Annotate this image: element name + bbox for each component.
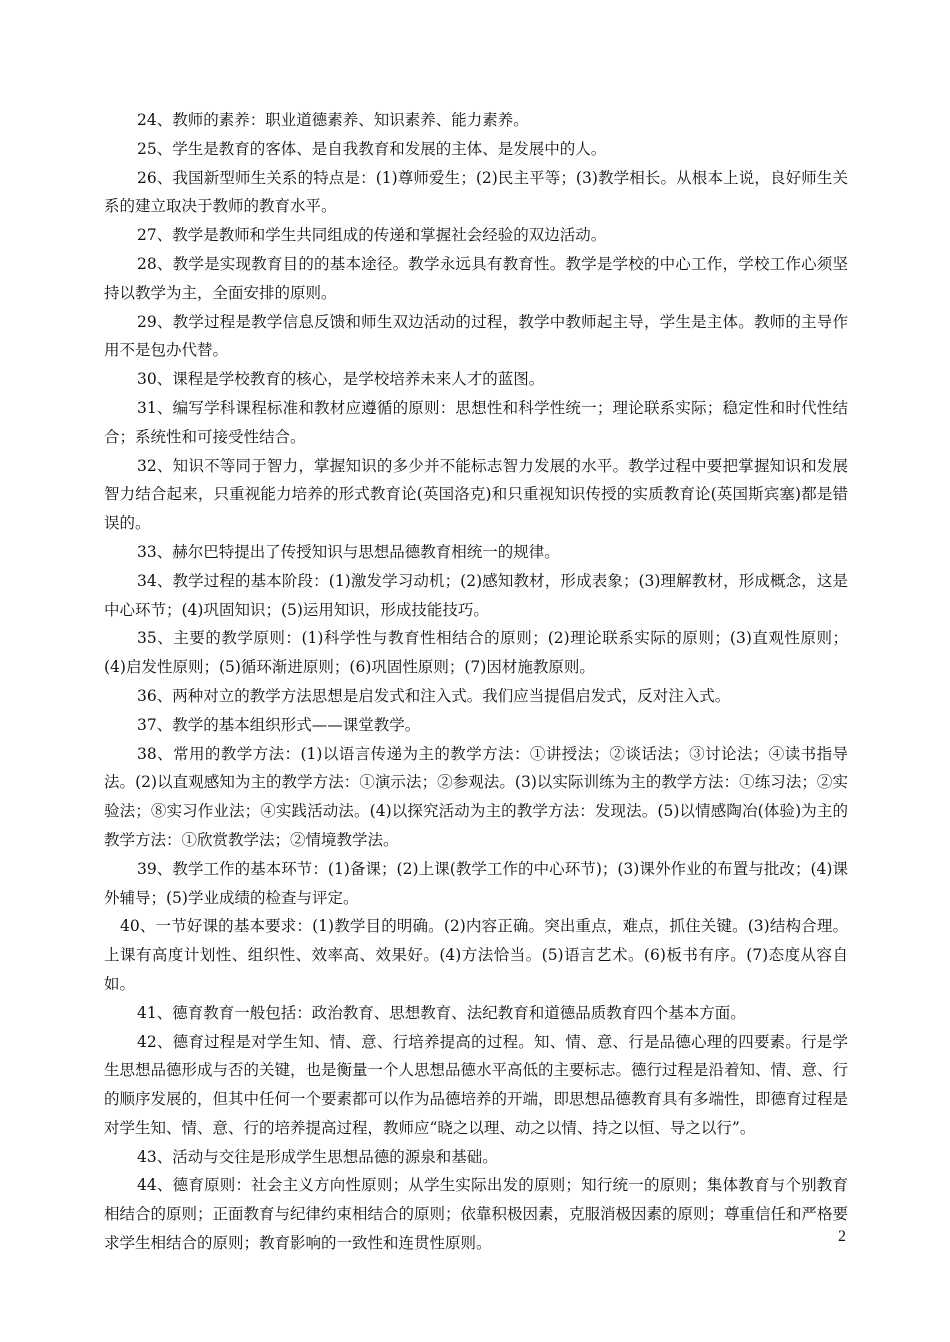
paragraph-33: 33、赫尔巴特提出了传授知识与思想品德教育相统一的规律。 — [137, 542, 560, 561]
paragraph-40: 40、一节好课的基本要求：(1)教学目的明确。(2)内容正确。突出重点，难点，抓住关键。(3)结构合理。上课有高度计划性、组织性、效率高、效果好。(4)方法恰当。(5)语言艺术。(6)板书有序。(7)态度从容自如。 — [104, 917, 848, 993]
document-body — [104, 106, 848, 1258]
paragraph-43: 43、活动与交往是形成学生思想品德的源泉和基础。 — [137, 1147, 498, 1166]
paragraph-29: 29、教学过程是教学信息反馈和师生双边活动的过程，教学中教师起主导，学生是主体。教师的主导作用不是包办代替。 — [104, 312, 848, 360]
paragraph-30: 30、课程是学校教育的核心，是学校培养未来人才的蓝图。 — [137, 370, 545, 389]
paragraph-25: 25、学生是教育的客体、是自我教育和发展的主体、是发展中的人。 — [137, 139, 607, 158]
paragraph-28: 28、教学是实现教育目的的基本途径。教学永远具有教育性。教学是学校的中心工作，学校工作心须坚持以教学为主，全面安排的原则。 — [104, 254, 848, 302]
paragraph-42: 42、德育过程是对学生知、情、意、行培养提高的过程。知、情、意、行是品德心理的四要素。行是学生思想品德形成与否的关键，也是衡量一个人思想品德水平高低的主要标志。德行过程是沿着知、情、意、行的顺序发展的，但其中任何一个要素都可以作为品德培养的开端，即思想品德教育具有多端性，即德育过程是对学生知、情、意、行的培养提高过程，教师应“晓之以理、动之以情、持之以恒、导之以行”。 — [104, 1032, 849, 1137]
paragraph-37: 37、教学的基本组织形式——课堂教学。 — [137, 715, 421, 734]
paragraph-26: 26、我国新型师生关系的特点是：(1)尊师爱生；(2)民主平等；(3)教学相长。从根本上说，良好师生关系的建立取决于教师的教育水平。 — [104, 168, 848, 216]
paragraph-35: 35、主要的教学原则：(1)科学性与教育性相结合的原则；(2)理论联系实际的原则；(3)直观性原则；(4)启发性原则；(5)循环渐进原则；(6)巩固性原则；(7)因材施教原则。 — [104, 629, 848, 677]
paragraph-24: 24、教师的素养：职业道德素养、知识素养、能力素养。 — [137, 111, 529, 129]
page-number: 2 — [838, 1228, 846, 1245]
paragraph-41: 41、德育教育一般包括：政治教育、思想教育、法纪教育和道德品质教育四个基本方面。 — [137, 1003, 746, 1022]
paragraph-31: 31、编写学科课程标准和教材应遵循的原则：思想性和科学性统一；理论联系实际；稳定性和时代性结合；系统性和可接受性结合。 — [104, 398, 848, 446]
paragraph-44: 44、德育原则：社会主义方向性原则；从学生实际出发的原则；知行统一的原则；集体教育与个别教育相结合的原则；正面教育与纪律约束相结合的原则；依靠积极因素，克服消极因素的原则；尊重信任和严格要求学生相结合的原则；教育影响的一致性和连贯性原则。 — [104, 1176, 849, 1253]
paragraph-32: 32、知识不等同于智力，掌握知识的多少并不能标志智力发展的水平。教学过程中要把掌握知识和发展智力结合起来，只重视能力培养的形式教育论(英国洛克)和只重视知识传授的实质教育论(英国斯宾塞)都是错误的。 — [104, 456, 848, 533]
paragraph-34: 34、教学过程的基本阶段：(1)激发学习动机；(2)感知教材，形成表象；(3)理解教材，形成概念，这是中心环节；(4)巩固知识；(5)运用知识，形成技能技巧。 — [104, 571, 848, 619]
paragraph-38: 38、常用的教学方法：(1)以语言传递为主的教学方法：①讲授法；②谈话法；③讨论法；④读书指导法。(2)以直观感知为主的教学方法：①演示法；②参观法。(3)以实际训练为主的教学方法：①练习法；②实验法；⑧实习作业法；④实践活动法。(4)以探究活动为主的教学方法：发现法。(5)以情感陶冶(体验)为主的教学方法：①欣赏教学法；②情境教学法。 — [104, 744, 848, 849]
paragraph-36: 36、两种对立的教学方法思想是启发式和注入式。我们应当提倡启发式，反对注入式。 — [137, 686, 731, 705]
paragraph-27: 27、教学是教师和学生共同组成的传递和掌握社会经验的双边活动。 — [137, 226, 607, 245]
paragraph-39: 39、教学工作的基本环节：(1)备课；(2)上课(教学工作的中心环节)；(3)课外作业的布置与批改；(4)课外辅导；(5)学业成绩的检查与评定。 — [104, 859, 848, 907]
